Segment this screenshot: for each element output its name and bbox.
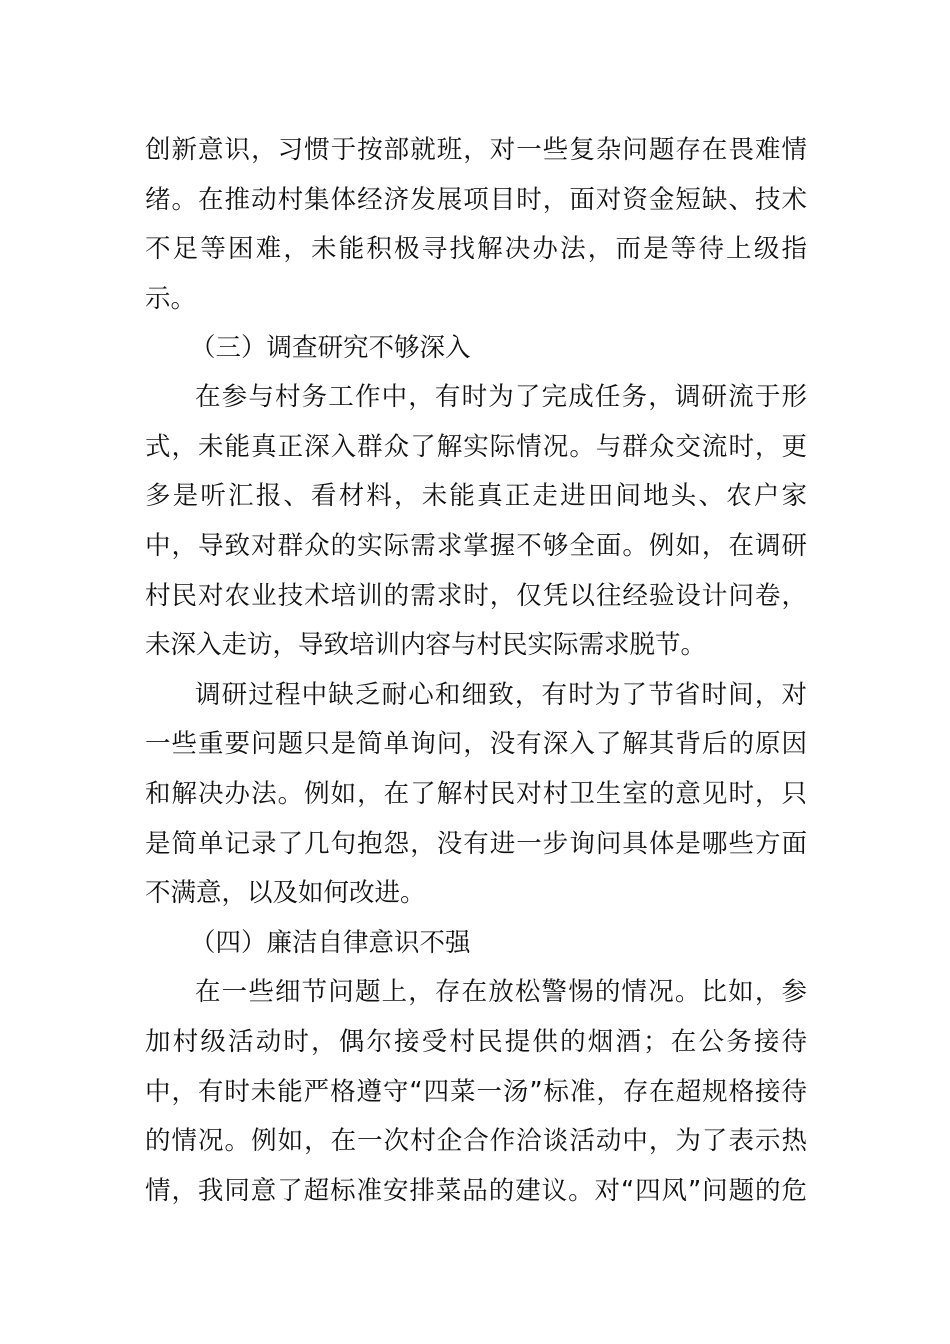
paragraph-line: 调研过程中缺乏耐心和细致，有时为了节省时间，对 (195, 680, 807, 710)
paragraph-line: 加村级活动时，偶尔接受村民提供的烟酒；在公务接待 (145, 1027, 807, 1057)
paragraph-line: 中，导致对群众的实际需求掌握不够全面。例如，在调研 (145, 531, 807, 561)
paragraph-line: 是简单记录了几句抱怨，没有进一步询问具体是哪些方面 (145, 829, 807, 859)
section-heading-4: （四）廉洁自律意识不强 (190, 928, 471, 958)
paragraph-line: 未深入走访，导致培训内容与村民实际需求脱节。 (145, 630, 707, 660)
paragraph-line: 创新意识，习惯于按部就班，对一些复杂问题存在畏难情 (145, 135, 807, 165)
paragraph-line: 多是听汇报、看材料，未能真正走进田间地头、农户家 (145, 481, 807, 511)
paragraph-line: 中，有时未能严格遵守“四菜一汤”标准，存在超规格接待 (145, 1077, 807, 1107)
paragraph-line: 不足等困难，未能积极寻找解决办法，而是等待上级指 (145, 234, 807, 264)
paragraph-line: 不满意，以及如何改进。 (145, 878, 426, 908)
paragraph-line: 式，未能真正深入群众了解实际情况。与群众交流时，更 (145, 432, 807, 462)
paragraph-line: 情，我同意了超标准安排菜品的建议。对“四风”问题的危 (145, 1176, 807, 1206)
paragraph-line: 在一些细节问题上，存在放松警惕的情况。比如，参 (195, 977, 807, 1007)
paragraph-line: 示。 (145, 284, 197, 314)
section-heading-3: （三）调查研究不够深入 (190, 333, 471, 363)
paragraph-line: 在参与村务工作中，有时为了完成任务，调研流于形 (195, 382, 807, 412)
paragraph-line: 的情况。例如，在一次村企合作洽谈活动中，为了表示热 (145, 1126, 807, 1156)
paragraph-line: 一些重要问题只是简单询问，没有深入了解其背后的原因 (145, 729, 807, 759)
paragraph-line: 和解决办法。例如，在了解村民对村卫生室的意见时，只 (145, 779, 807, 809)
paragraph-line: 绪。在推动村集体经济发展项目时，面对资金短缺、技术 (145, 185, 807, 215)
paragraph-line: 村民对农业技术培训的需求时，仅凭以往经验设计问卷， (145, 581, 807, 611)
